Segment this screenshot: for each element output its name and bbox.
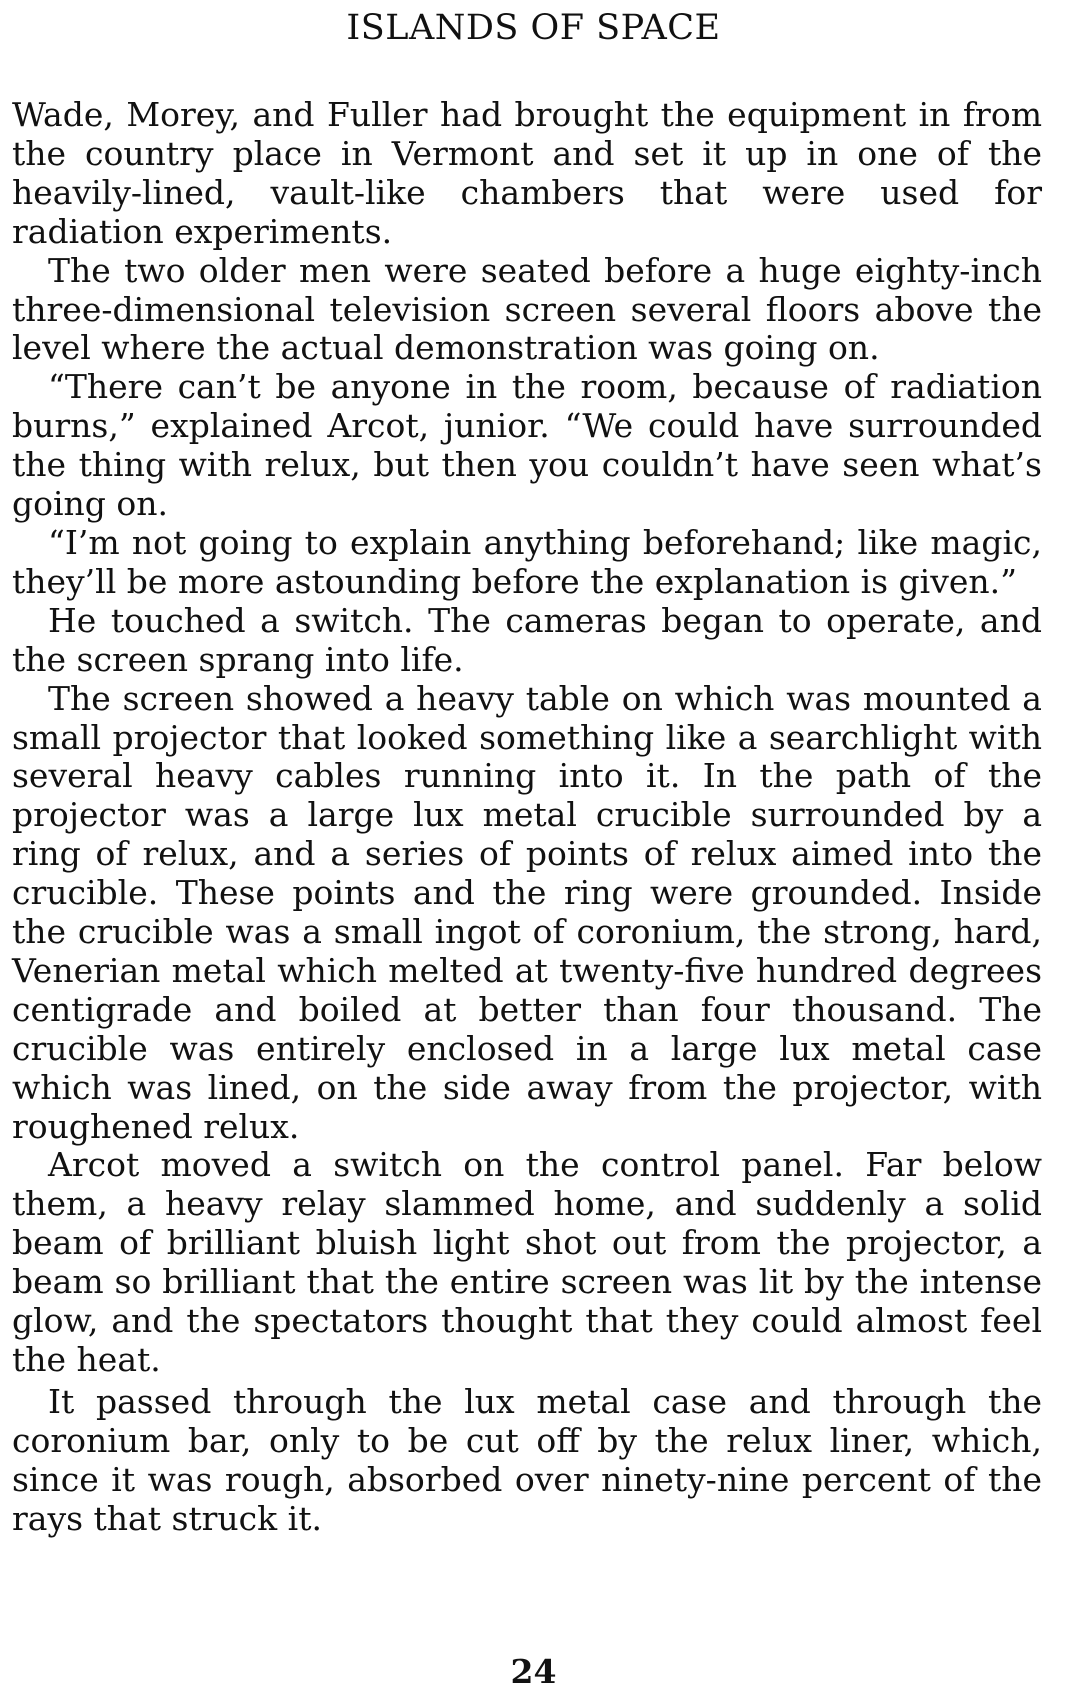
paragraph: “There can’t be anyone in the room, because of radiation burns,” explained Arcot, junior. “We could have surrounded the thing with relux, but then you couldn’t have seen what’s going on.	[12, 367, 1042, 524]
paragraph: Wade, Morey, and Fuller had brought the equipment in from the country place in Vermont and set it up in one of the heavily-lined, vault-like chambers that were used for radiation experiments.	[12, 95, 1042, 251]
paragraph: The two older men were seated before a huge eighty-inch three-dimensional television screen several floors above the level where the actual demonstration was going on.	[12, 250, 1042, 368]
paragraph: He touched a switch. The cameras began to operate, and the screen sprang into life.	[12, 600, 1042, 679]
page-number: 24	[510, 1652, 557, 1691]
running-head: ISLANDS OF SPACE	[346, 8, 721, 48]
paragraph: “I’m not going to explain anything beforehand; like magic, they’ll be more astounding before the explanation is given.”	[12, 522, 1042, 601]
paragraph: Arcot moved a switch on the control panel. Far below them, a heavy relay slammed home, and suddenly a solid beam of brilliant bluish light shot out from the projector, a beam so brilliant that the entire screen was lit by the intense glow, and the spectators thought that they could almost feel the heat.	[12, 1145, 1042, 1379]
paragraph: It passed through the lux metal case and through the coronium bar, only to be cut off by the relux liner, which, since it was rough, absorbed over ninety-nine percent of the rays that struck it.	[12, 1381, 1042, 1538]
paragraph: The screen showed a heavy table on which was mounted a small projector that looked something like a searchlight with several heavy cables running into it. In the path of the projector was a large lux metal crucible surrounded by a ring of relux, and a series of points of relux aimed into the crucible. These points and the ring were grounded. Inside the crucible was a small ingot of coronium, the strong, hard, Venerian metal which melted at twenty-five hundred degrees centigrade and boiled at better than four thousand. The crucible was entirely enclosed in a large lux metal case which was lined, on the side away from the projector, with roughened relux.	[12, 678, 1042, 1146]
body-text	[12, 96, 1042, 1539]
